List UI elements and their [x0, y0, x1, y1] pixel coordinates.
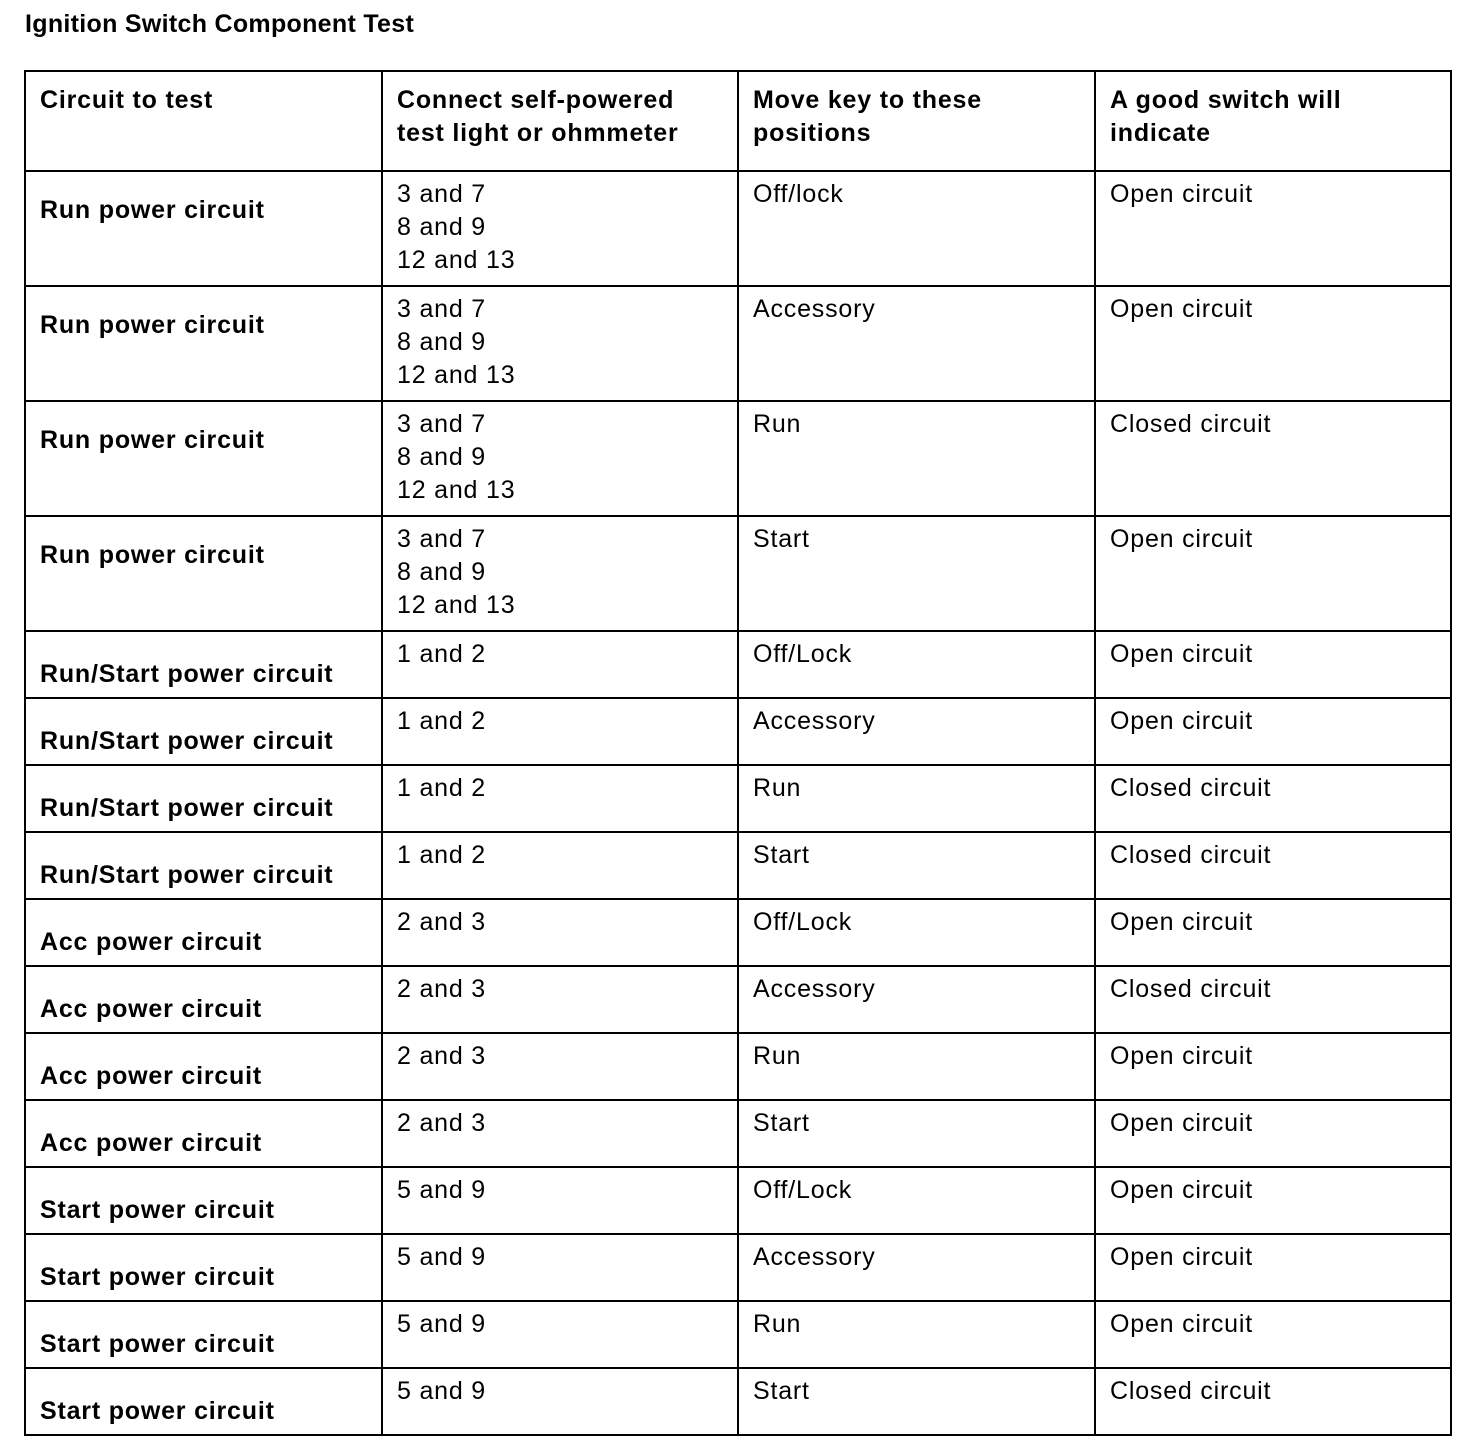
result-cell: Open circuit	[1095, 1100, 1451, 1167]
terminal-pair: 12 and 13	[397, 476, 516, 504]
table-row	[25, 516, 1451, 631]
terminal-pair: 1 and 2	[397, 640, 487, 668]
terminal-pair: 3 and 7	[397, 525, 487, 553]
connect-terminals-cell	[382, 899, 738, 966]
result-cell: Open circuit	[1095, 516, 1451, 631]
key-position-cell: Run	[738, 1033, 1095, 1100]
connect-terminals-cell	[382, 1368, 738, 1435]
key-position-cell: Run	[738, 1301, 1095, 1368]
circuit-cell: Start power circuit	[25, 1301, 382, 1368]
circuit-cell: Run/Start power circuit	[25, 631, 382, 698]
circuit-cell: Acc power circuit	[25, 1033, 382, 1100]
key-position-cell: Start	[738, 832, 1095, 899]
result-cell: Open circuit	[1095, 171, 1451, 286]
key-position-cell: Accessory	[738, 286, 1095, 401]
table-row	[25, 765, 1451, 832]
terminal-pair: 3 and 7	[397, 180, 487, 208]
table-row	[25, 899, 1451, 966]
terminal-pair: 8 and 9	[397, 213, 487, 241]
connect-terminals-cell	[382, 698, 738, 765]
key-position-cell: Off/lock	[738, 171, 1095, 286]
header-circuit-to-test: Circuit to test	[25, 71, 382, 171]
connect-terminals-cell	[382, 1100, 738, 1167]
result-cell: Open circuit	[1095, 1234, 1451, 1301]
connect-terminals-cell	[382, 765, 738, 832]
key-position-cell: Run	[738, 401, 1095, 516]
table-header-row	[25, 71, 1451, 171]
circuit-cell: Acc power circuit	[25, 1100, 382, 1167]
table-row	[25, 966, 1451, 1033]
result-cell: Open circuit	[1095, 698, 1451, 765]
table-row	[25, 1100, 1451, 1167]
circuit-cell: Run power circuit	[25, 286, 382, 401]
table-row	[25, 401, 1451, 516]
connect-terminals-cell	[382, 1167, 738, 1234]
key-position-cell: Accessory	[738, 698, 1095, 765]
circuit-cell: Run power circuit	[25, 401, 382, 516]
terminal-pair: 1 and 2	[397, 774, 487, 802]
circuit-cell: Run/Start power circuit	[25, 832, 382, 899]
terminal-pair: 5 and 9	[397, 1243, 487, 1271]
terminal-pair: 12 and 13	[397, 246, 516, 274]
terminal-pair: 2 and 3	[397, 1109, 487, 1137]
key-position-cell: Run	[738, 765, 1095, 832]
connect-terminals-cell	[382, 401, 738, 516]
result-cell: Closed circuit	[1095, 1368, 1451, 1435]
terminal-pair: 12 and 13	[397, 591, 516, 619]
header-connect-test-light: Connect self-powered test light or ohmmeter	[382, 71, 738, 171]
table-row	[25, 171, 1451, 286]
terminal-pair: 8 and 9	[397, 328, 487, 356]
terminal-pair: 12 and 13	[397, 361, 516, 389]
circuit-cell: Acc power circuit	[25, 966, 382, 1033]
table-row	[25, 1033, 1451, 1100]
connect-terminals-cell	[382, 832, 738, 899]
terminal-pair: 5 and 9	[397, 1176, 487, 1204]
terminal-pair: 2 and 3	[397, 1042, 487, 1070]
terminal-pair: 8 and 9	[397, 558, 487, 586]
result-cell: Open circuit	[1095, 1167, 1451, 1234]
circuit-cell: Acc power circuit	[25, 899, 382, 966]
circuit-cell: Run power circuit	[25, 516, 382, 631]
component-test-table	[24, 70, 1452, 1436]
key-position-cell: Off/Lock	[738, 631, 1095, 698]
key-position-cell: Start	[738, 516, 1095, 631]
connect-terminals-cell	[382, 966, 738, 1033]
result-cell: Open circuit	[1095, 286, 1451, 401]
result-cell: Open circuit	[1095, 1033, 1451, 1100]
connect-terminals-cell	[382, 1301, 738, 1368]
terminal-pair: 2 and 3	[397, 908, 487, 936]
connect-terminals-cell	[382, 516, 738, 631]
circuit-cell: Run/Start power circuit	[25, 698, 382, 765]
circuit-cell: Start power circuit	[25, 1368, 382, 1435]
key-position-cell: Accessory	[738, 966, 1095, 1033]
result-cell: Closed circuit	[1095, 765, 1451, 832]
circuit-cell: Run/Start power circuit	[25, 765, 382, 832]
terminal-pair: 1 and 2	[397, 707, 487, 735]
terminal-pair: 3 and 7	[397, 410, 487, 438]
result-cell: Closed circuit	[1095, 401, 1451, 516]
header-expected-result: A good switch will indicate	[1095, 71, 1451, 171]
table-row	[25, 698, 1451, 765]
connect-terminals-cell	[382, 1234, 738, 1301]
result-cell: Open circuit	[1095, 631, 1451, 698]
table-row	[25, 1234, 1451, 1301]
table-row	[25, 286, 1451, 401]
terminal-pair: 8 and 9	[397, 443, 487, 471]
key-position-cell: Start	[738, 1368, 1095, 1435]
table-row	[25, 631, 1451, 698]
key-position-cell: Accessory	[738, 1234, 1095, 1301]
terminal-pair: 2 and 3	[397, 975, 487, 1003]
connect-terminals-cell	[382, 1033, 738, 1100]
circuit-cell: Run power circuit	[25, 171, 382, 286]
result-cell: Open circuit	[1095, 1301, 1451, 1368]
header-key-positions: Move key to these positions	[738, 71, 1095, 171]
result-cell: Closed circuit	[1095, 966, 1451, 1033]
page-title: Ignition Switch Component Test	[25, 10, 415, 38]
table-body	[25, 171, 1451, 1435]
key-position-cell: Off/Lock	[738, 899, 1095, 966]
key-position-cell: Off/Lock	[738, 1167, 1095, 1234]
table-row	[25, 832, 1451, 899]
terminal-pair: 5 and 9	[397, 1310, 487, 1338]
table-row	[25, 1301, 1451, 1368]
key-position-cell: Start	[738, 1100, 1095, 1167]
result-cell: Open circuit	[1095, 899, 1451, 966]
connect-terminals-cell	[382, 286, 738, 401]
terminal-pair: 1 and 2	[397, 841, 487, 869]
table-row	[25, 1167, 1451, 1234]
table-row	[25, 1368, 1451, 1435]
circuit-cell: Start power circuit	[25, 1234, 382, 1301]
connect-terminals-cell	[382, 171, 738, 286]
terminal-pair: 3 and 7	[397, 295, 487, 323]
connect-terminals-cell	[382, 631, 738, 698]
result-cell: Closed circuit	[1095, 832, 1451, 899]
terminal-pair: 5 and 9	[397, 1377, 487, 1405]
circuit-cell: Start power circuit	[25, 1167, 382, 1234]
